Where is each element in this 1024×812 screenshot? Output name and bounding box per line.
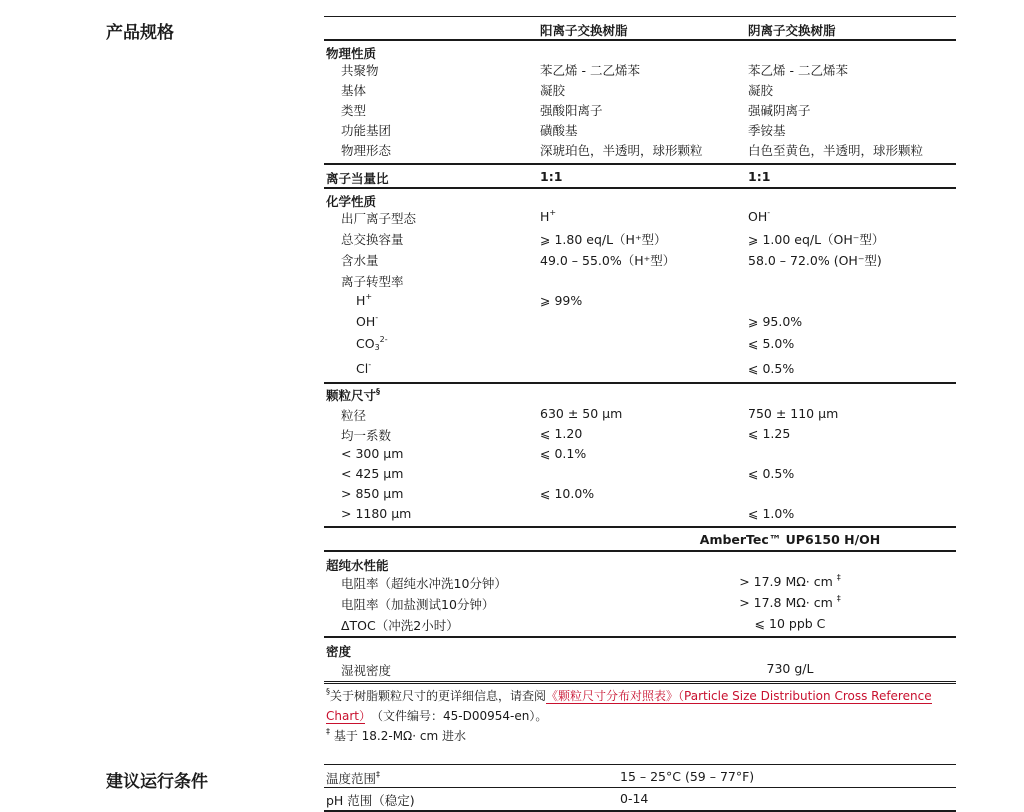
ionic-ratio-cation: 1:1 [540, 169, 563, 184]
row-label: OH- [356, 313, 379, 329]
table-row [324, 464, 956, 484]
anion-value: ⩽ 0.5% [748, 361, 795, 376]
table-row [324, 484, 956, 504]
table-row [324, 61, 956, 81]
table-row [324, 658, 956, 684]
density-value: 730 g/L [766, 661, 814, 676]
upw-title: 超纯水性能 [326, 558, 389, 573]
table-row [324, 141, 956, 163]
product-name-row [324, 526, 956, 550]
ionic-ratio-anion: 1:1 [748, 169, 771, 184]
row-label: < 300 µm [341, 446, 404, 461]
row-label: 总交换容量 [341, 232, 404, 247]
density-title: 密度 [326, 644, 352, 659]
table-row [324, 424, 956, 444]
cation-value: 苯乙烯 - 二乙烯苯 [540, 63, 640, 78]
anion-value: ⩽ 1.25 [748, 426, 791, 441]
anion-value: 苯乙烯 - 二乙烯苯 [748, 63, 848, 78]
row-label: 粒径 [341, 408, 367, 423]
cation-value: 磺酸基 [540, 123, 578, 138]
table-row [324, 81, 956, 101]
table-row [324, 614, 956, 636]
row-label: 类型 [341, 103, 367, 118]
upw-value: > 17.9 MΩ· cm ‡ [739, 573, 841, 589]
anion-value: 58.0 – 72.0% (OH⁻型) [748, 253, 882, 268]
table-row [324, 230, 956, 251]
row-label: $CO_3^{2-}$ [356, 335, 388, 352]
table-row [324, 251, 956, 272]
row-label: < 425 µm [341, 466, 404, 481]
cation-value: H+ [540, 208, 557, 224]
anion-value: 季铵基 [748, 123, 786, 138]
cation-value: 49.0 – 55.0%（H⁺型） [540, 253, 676, 268]
row-label: Cl- [356, 360, 372, 376]
upw-value: > 17.8 MΩ· cm ‡ [739, 594, 841, 610]
header-anion: 阴离子交换树脂 [748, 23, 836, 38]
table-row [324, 444, 956, 464]
anion-value: 750 ± 110 µm [748, 406, 839, 421]
row-label: > 1180 µm [341, 506, 412, 521]
row-label: 均一系数 [341, 428, 392, 443]
section-title-operating-conditions: 建议运行条件 [106, 772, 208, 792]
row-label: 电阻率（加盐测试10分钟） [341, 597, 495, 612]
cation-value: ⩽ 0.1% [540, 446, 587, 461]
footnote-resistivity: ‡ 基于 18.2-MΩ· cm 进水 [326, 727, 466, 743]
table-row [324, 293, 956, 314]
anion-value: 强碱阴离子 [748, 103, 811, 118]
cation-value: ⩾ 99% [540, 293, 583, 308]
header-cation: 阳离子交换树脂 [540, 23, 628, 38]
table-row [324, 358, 956, 382]
anion-value: OH- [748, 208, 771, 224]
cation-value: 强酸阳离子 [540, 103, 603, 118]
ionic-ratio-label: 离子当量比 [326, 171, 389, 186]
anion-value: 白色至黄色，半透明，球形颗粒 [748, 143, 924, 158]
table-row [324, 314, 956, 335]
table-row [324, 209, 956, 230]
group-chemical [324, 187, 956, 209]
table-row [324, 121, 956, 141]
upw-value: ⩽ 10 ppb C [754, 616, 826, 631]
table-row [324, 504, 956, 526]
table-header-row [324, 16, 956, 39]
physical-title: 物理性质 [326, 46, 377, 61]
table-row [324, 593, 956, 614]
product-name: AmberTec™ UP6150 H/OH [699, 532, 881, 547]
chemical-title: 化学性质 [326, 194, 377, 209]
row-label: 物理形态 [341, 143, 392, 158]
anion-value: ⩾ 1.00 eq/L（OH⁻型） [748, 232, 885, 247]
group-upw [324, 550, 956, 572]
table-row [324, 101, 956, 121]
cation-value: 凝胶 [540, 83, 566, 98]
group-physical [324, 39, 956, 61]
anion-value: 凝胶 [748, 83, 774, 98]
row-label: 基体 [341, 83, 367, 98]
anion-value: ⩽ 1.0% [748, 506, 795, 521]
table-row [324, 572, 956, 593]
anion-value: ⩽ 0.5% [748, 466, 795, 481]
cation-value: ⩽ 1.20 [540, 426, 583, 441]
table-row [324, 335, 956, 358]
anion-value: ⩽ 5.0% [748, 336, 795, 351]
section-title-product-specs: 产品规格 [106, 23, 174, 43]
row-label: H+ [356, 292, 373, 308]
row-label: pH 范围（稳定) [326, 793, 415, 808]
group-particle [324, 382, 956, 404]
cation-value: 630 ± 50 µm [540, 406, 623, 421]
row-label: 功能基团 [341, 123, 392, 138]
anion-value: ⩾ 95.0% [748, 314, 803, 329]
row-label: > 850 µm [341, 486, 404, 501]
group-density [324, 636, 956, 658]
table-row [324, 787, 956, 812]
particle-title: 颗粒尺寸§ [326, 387, 381, 403]
row-label: 温度范围‡ [326, 770, 381, 786]
table-row [324, 764, 956, 787]
ionic-ratio-row [324, 163, 956, 187]
row-label: 共聚物 [341, 63, 379, 78]
spec-table [324, 16, 956, 684]
cation-value: 深琥珀色，半透明，球形颗粒 [540, 143, 703, 158]
cation-value: ⩽ 10.0% [540, 486, 595, 501]
table-row [324, 272, 956, 293]
operating-table [324, 764, 956, 812]
row-label: 湿视密度 [341, 663, 392, 678]
row-label: 离子转型率 [341, 274, 404, 289]
table-row [324, 404, 956, 424]
row-value: 15 – 25°C (59 – 77°F) [620, 769, 755, 784]
size-chart-link[interactable]: 《颗粒尺寸分布对照表》（Particle Size Distribution Cross Reference Chart） [326, 689, 932, 723]
cation-value: ⩾ 1.80 eq/L（H⁺型） [540, 232, 667, 247]
row-value: 0-14 [620, 791, 649, 806]
footnote-particle-size: §关于树脂颗粒尺寸的更详细信息，请查阅《颗粒尺寸分布对照表》（Particle Size Distribution Cross Reference Chart） （文件编号：45-D00954-en）。 [326, 687, 932, 723]
row-label: ΔTOC（冲洗2小时） [341, 618, 459, 633]
row-label: 含水量 [341, 253, 379, 268]
row-label: 出厂离子型态 [341, 211, 417, 226]
row-label: 电阻率（超纯水冲洗10分钟） [341, 576, 507, 591]
